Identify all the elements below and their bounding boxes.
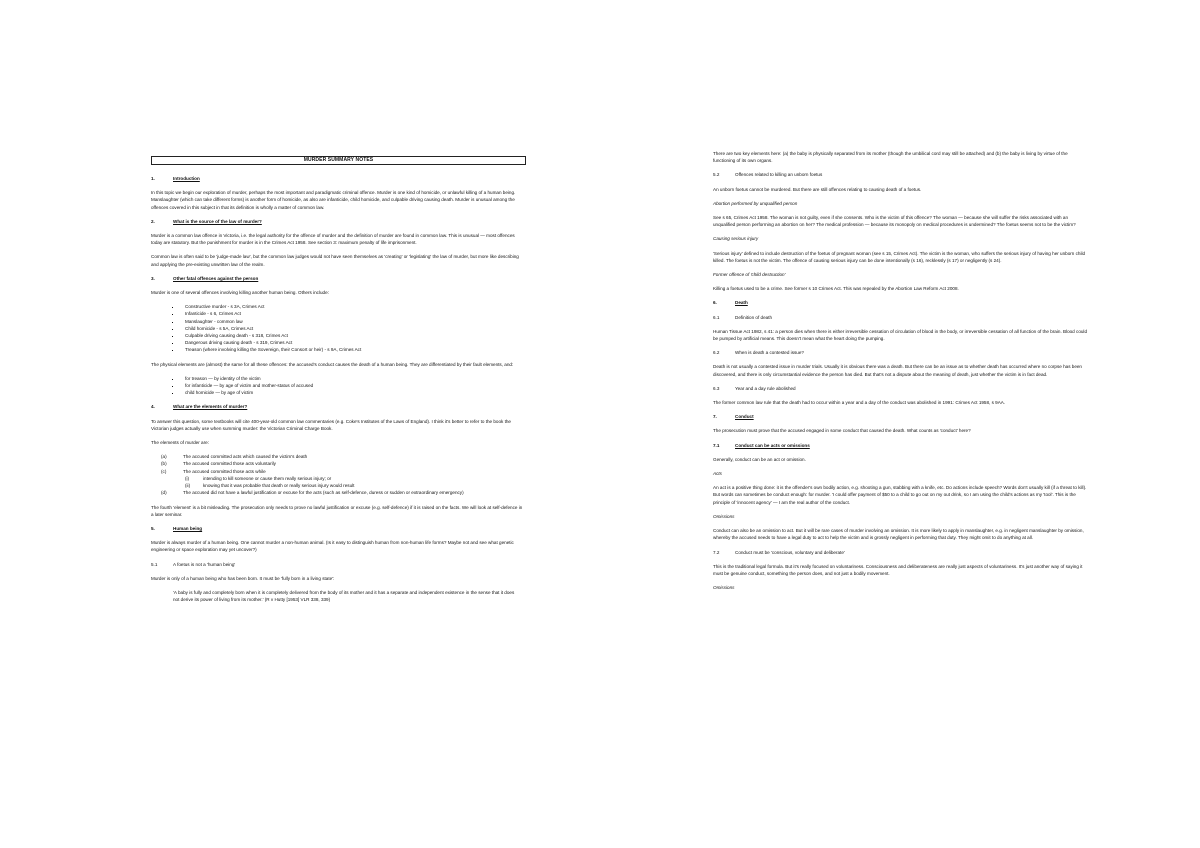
subsection-heading: 6.1 Definition of death [713,314,773,320]
differentiator-list [151,375,526,397]
paragraph: Conduct can also be an omission to act. But it will be rare cases of murder involving an omission. It is more likely to apply in manslaughter, e.g. in negligent manslaughter by omission, whereby the accused needs to have a legal duty to act to help the victim and is grossly negligent in performing that duty. They might omit to do anything at all. [713,528,1084,541]
section-heading-1: 1. Introduction [151,176,200,181]
paragraph: Common law is often said to be 'judge-made law', but the common law judges would not have seen themselves as 'creating' or 'legislating' the law of murder, but more like describing and applying the pre-existing unwritten law of the realm. [151,254,519,267]
italic-subheading: Acts [713,471,722,477]
section-heading-5: 5. Human being [151,525,203,531]
paragraph: Murder is one of several offences involving killing another human being. Others include: [151,290,329,296]
list-item: ▪ for treason — by identity of the victim [181,375,526,382]
section-heading-4: 4. What are the elements of murder? [151,404,248,410]
paragraph: To answer this question, some textbooks will cite 400-year-old common law commentaries (e.g. Coke's Institutes of the Laws of England). I think it's better to refer to the book the Victorian judges actually use when summing murder: the Victorian Criminal Charge Book. [151,418,511,431]
paragraph: The former common law rule that the death had to occur within a year and a day of the conduct was abolished in 1991: Crimes Act 1958, s 9AA. [713,400,1006,406]
paragraph: 'Serious injury' defined to include destruction of the foetus of pregnant woman (see s 15, Crimes Act). The victim is the woman, who suffers the serious injury of having her unborn child killed. The foetus is not the victim. The offence of causing serious injury can be done intentionally (s 16), recklessly (s 17) or negligently (s 24). [713,250,1086,263]
list-item: ▪ for infanticide — by age of victim and mother-status of accused [181,382,526,389]
italic-subheading: Omissions [713,585,735,591]
paragraph: An act is a positive thing done: it is the offender's own bodily action, e.g. shooting a gun, stabbing with a knife, etc. Do actions include speech? Words don't usually kill (if a threat to kill). But words can sometimes be conduct enough: for murder. 'I could offer payment of $50 to a child to go out on my out drink, so I am using the child's actions as my 'tool'. This is the principle of 'innocent agency' — I am the real author of the conduct. [713,485,1087,505]
paragraph: Generally, conduct can be an act or omission. [713,456,806,462]
section-heading-2: 2. What is the source of the law of murder? [151,218,262,224]
paragraph: There are two key elements here: (a) the baby is physically separated from its mother (though the umbilical cord may still be attached) and (b) the baby is living by virtue of the functioning of its own organs. [713,151,1068,164]
list-item: ▪ Child homicide - s 5A, Crimes Act [181,325,526,332]
list-item: ▪ child homicide — by age of victim [181,389,526,396]
offence-list [151,303,526,353]
section-heading-3: 3. Other fatal offences against the person [151,275,259,281]
subsection-heading: 6.3 Year and a day rule abolished [713,385,796,391]
list-item: (i) intending to kill someone or cause them really serious injury; or [185,475,332,481]
subsection-heading: 5.2 Offences related to killing an unborn foetus [713,172,823,178]
elements-list [151,453,526,496]
paragraph: Murder is a common law offence in Victoria, i.e. the legal authority for the offence of murder and the definition of murder are found in common law. This is unusual — most offences today are statutory. But the punishment for murder is in the Crimes Act 1958. See section 3: maximum penalty of life imprisonment. [151,233,515,246]
paragraph: The elements of murder are: [151,440,209,446]
italic-subheading: Former offence of 'child destruction' [713,272,786,278]
paragraph: Death is not usually a contested issue in murder trials. Usually it is obvious there was a death. But there can be an issue as to whether death has occurred where no corpse has been discovered, and there is only circumstantial evidence the person has died. But that's not a dispute about the meaning of death, just whether the victim is in fact dead. [713,364,1082,377]
paragraph: In this topic we begin our exploration of murder, perhaps the most important and paradigmatic criminal offence. Murder is one kind of homicide, or unlawful killing of a human being. Manslaughter (which can take different forms) is another form of homicide, as also are infanticide, child homicide, and culpable driving causing death. Murder is unusual among the offences covered in this subject in that its definition is wholly a matter of common law. [151,190,516,210]
list-item: (c) The accused committed those acts while [161,468,266,474]
document-page-right [713,150,1088,598]
paragraph: The physical elements are (almost) the same for all these offences: the accused's conduct causes the death of a human being. They are differentiated by their fault elements, and: [151,361,514,367]
list-item: ▪ Infanticide - s 6, Crimes Act [181,310,526,317]
paragraph: The fourth 'element' is a bit misleading. The prosecution only needs to prove no lawful justification or excuse (e.g. self-defence) if it is raised on the facts. We will look at self-defence in a later seminar. [151,504,523,517]
paragraph: The prosecution must prove that the accused engaged in some conduct that caused the death. What counts as 'conduct' here? [713,428,971,434]
list-item: ▪ Manslaughter - common law [181,318,526,325]
paragraph: Killing a foetus used to be a crime. See former s 10 Crimes Act. This was repealed by the Abortion Law Reform Act 2008. [713,286,959,292]
list-item: (b) The accused committed those acts voluntarily [161,461,276,467]
list-item: (ii) knowing that it was probable that death or really serious injury would result [185,483,355,489]
document-title: MURDER SUMMARY NOTES [151,156,526,165]
subsection-heading: 6.2 When is death a contested issue? [713,350,804,356]
subsection-heading: 5.1 A foetus is not a 'human being' [151,561,236,567]
paragraph: Murder is always murder of a human being. One cannot murder a non-human animal. (Is it easy to distinguish human from non-human life forms? Maybe not and see what genetic engineering or space exploration may yet uncover?) [151,540,514,553]
paragraph: See s 65, Crimes Act 1958. The woman is not guilty, even if she consents. Who is the victim of this offence? The woman — because she will suffer the risks associated with an unqualified person performing an abortion on her? The medical profession — because its monopoly on medical procedures is undermined? The foetus seems not to be the victim? [713,215,1076,228]
italic-subheading: Abortion performed by unqualified person [713,200,798,206]
section-heading-7: 7. Conduct [713,414,754,420]
document-page-left [151,156,526,610]
block-quote: 'A baby is fully and completely born when it is completely delivered from the body of its mother and it has a separate and independent existence in the sense that it does not derive its power of living from its mother.' (R v Hutty [1953] VLR 338, 339) [173,589,515,603]
list-item: ▪ Constructive murder - s 3A, Crimes Act [181,303,526,310]
italic-subheading: Causing serious injury [713,236,759,242]
list-item: (a) The accused committed acts which caused the victim's death [161,454,308,460]
subsection-heading: 7.2 Conduct must be 'conscious, voluntary and deliberate' [713,549,845,555]
list-item: ▪ Treason (where involving killing the Sovereign, their Consort or heir) - s 9A, Crimes Act [181,346,526,353]
paragraph: Human Tissue Act 1982, s 41: a person dies when there is either irreversible cessation of circulation of blood in the body, or irreversible cessation of all function of the brain. Blood could be pumped by artificial means. This doesn't mean what the heart doing the pumping. [713,328,1087,342]
subsection-heading-bold: 7.1 Conduct can be acts or omissions [713,442,810,448]
section-heading-6: 6. Death [713,300,748,306]
italic-subheading: Omissions [713,513,735,519]
paragraph: This is the traditional legal formula. But it's really focused on voluntariness. Consciousness and deliberateness are really just aspects of voluntariness. It's just another way of saying it must be genuine conduct, something the person does, and not just a bodily movement. [713,563,1083,576]
list-item: ▪ Dangerous driving causing death - s 319, Crimes Act [181,339,526,346]
list-item: ▪ Culpable driving causing death - s 318, Crimes Act [181,332,526,339]
paragraph: An unborn foetus cannot be murdered. But there are still offences relating to causing death of a foetus. [713,186,922,192]
list-item: (d) The accused did not have a lawful justification or excuse for the acts (such as self-defence, duress or sudden or extraordinary emergency) [161,490,464,496]
paragraph: Murder is only of a human being who has been born. It must be 'fully born in a living state': [151,575,335,581]
